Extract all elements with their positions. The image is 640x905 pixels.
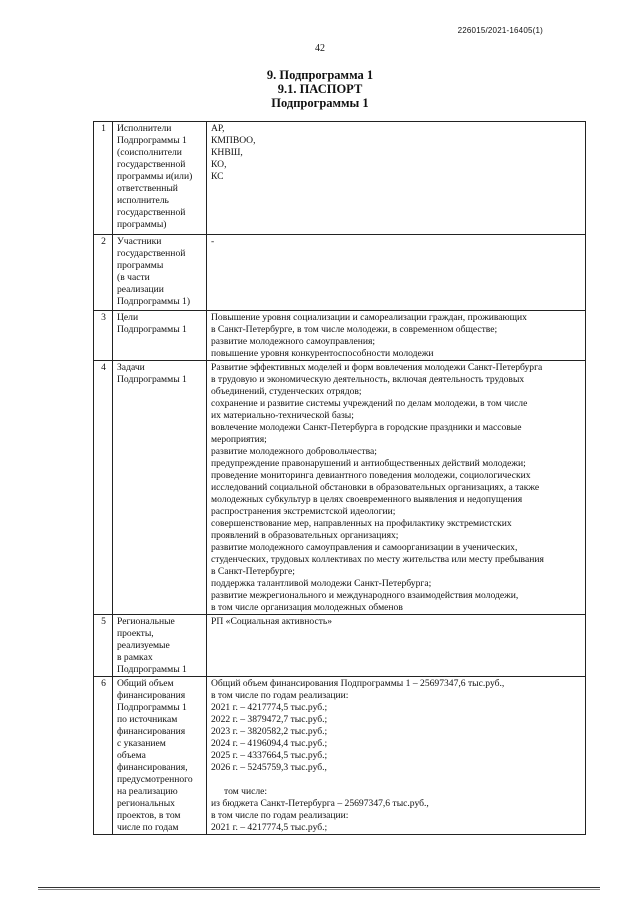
content-line: вовлечение молодежи Санкт-Петербурга в городские праздники и массовые: [211, 422, 522, 433]
row-number: 3: [94, 311, 113, 361]
content-line: развитие молодежного добровольчества;: [211, 446, 377, 457]
footer-rule-secondary: [38, 889, 600, 890]
label-line: финансирования: [117, 690, 186, 701]
content-line: проявлений в образовательных организациях;: [211, 530, 399, 541]
content-line: КНВШ,: [211, 147, 243, 158]
content-line: в том числе организация молодежных обменов: [211, 602, 403, 613]
content-line: студенческих, трудовых коллективах по месту жительства или месту пребывания: [211, 554, 544, 565]
table-row: [94, 122, 586, 235]
content-line: -: [211, 236, 215, 247]
label-line: реализуемые: [117, 640, 170, 651]
label-line: проекты,: [117, 628, 154, 639]
content-line: совершенствование мер, направленных на профилактику экстремистских: [211, 518, 512, 529]
content-line: их материально-технической базы;: [211, 410, 354, 421]
row-label: [113, 677, 207, 835]
row-content: [207, 235, 586, 311]
label-line: Участники: [117, 236, 162, 247]
label-line: Общий объем: [117, 678, 174, 689]
content-line: в трудовую и экономическую деятельность, включая деятельность трудовых: [211, 374, 525, 385]
passport-subtitle: Подпрограммы 1: [271, 96, 369, 110]
content-line: 2023 г. – 3820582,2 тыс.руб.;: [211, 726, 328, 737]
label-line: (соисполнители: [117, 147, 182, 158]
row-content: [207, 311, 586, 361]
content-line: в Санкт-Петербурге;: [211, 566, 295, 577]
row-label: [113, 361, 207, 615]
content-line: сохранение и развитие системы учреждений по делам молодежи, в том числе: [211, 398, 528, 409]
passport-table: [93, 121, 586, 835]
content-line: мероприятия;: [211, 434, 267, 445]
content-line: исследований социальной обстановки в образовательных организациях, а также: [211, 482, 540, 493]
content-line: 2026 г. – 5245759,3 тыс.руб.,: [211, 762, 327, 773]
passport-table-body: [94, 122, 586, 835]
label-line: объема: [117, 750, 146, 761]
content-line: КС: [211, 171, 224, 182]
content-line: повышение уровня конкурентоспособности молодежи: [211, 348, 434, 359]
label-line: государственной: [117, 207, 186, 218]
row-number: 2: [94, 235, 113, 311]
label-line: финансирования,: [117, 762, 188, 773]
content-line: развитие молодежного самоуправления и самоорганизации в ученических,: [211, 542, 518, 553]
passport-title: 9.1. ПАСПОРТ: [277, 82, 363, 96]
content-line: том числе:: [224, 786, 268, 797]
content-line: 2021 г. – 4217774,5 тыс.руб.;: [211, 822, 328, 833]
footer-rule: [38, 887, 600, 888]
content-line: [211, 774, 582, 786]
label-line: государственной: [117, 248, 186, 259]
label-line: программы и(или): [117, 171, 193, 182]
label-line: финансирования: [117, 726, 186, 737]
table-row: [94, 311, 586, 361]
content-line: РП «Социальная активность»: [211, 616, 333, 627]
page-number: 42: [315, 43, 325, 54]
label-line: Исполнители: [117, 123, 172, 134]
label-line: Подпрограммы 1: [117, 135, 187, 146]
row-number: 1: [94, 122, 113, 235]
label-line: проектов, в том: [117, 810, 181, 821]
content-line: КО,: [211, 159, 227, 170]
content-line: 2021 г. – 4217774,5 тыс.руб.;: [211, 702, 328, 713]
row-number: 4: [94, 361, 113, 615]
content-line: 2022 г. – 3879472,7 тыс.руб.;: [211, 714, 328, 725]
label-line: государственной: [117, 159, 186, 170]
label-line: Подпрограммы 1: [117, 702, 187, 713]
label-line: по источникам: [117, 714, 178, 725]
label-line: Региональные: [117, 616, 175, 627]
content-line: развитие межрегионального и международного взаимодействия молодежи,: [211, 590, 519, 601]
content-line: предупреждение правонарушений и антиобщественных действий молодежи;: [211, 458, 526, 469]
content-line: объединений, студенческих отрядов;: [211, 386, 362, 397]
document-id: 226015/2021-16405(1): [457, 26, 543, 35]
table-row: [94, 615, 586, 677]
label-line: региональных: [117, 798, 175, 809]
row-content: [207, 677, 586, 835]
label-line: Подпрограммы 1: [117, 374, 187, 385]
content-line: в том числе по годам реализации:: [211, 810, 349, 821]
content-line: Развитие эффективных моделей и форм вовлечения молодежи Санкт-Петербурга: [211, 362, 543, 373]
content-line: Общий объем финансирования Подпрограммы 1 – 25697347,6 тыс.руб.,: [211, 678, 505, 689]
row-label: [113, 235, 207, 311]
section-title: 9. Подпрограмма 1: [266, 68, 374, 82]
row-content: [207, 361, 586, 615]
label-line: ответственный: [117, 183, 178, 194]
label-line: с указанием: [117, 738, 166, 749]
content-line: из бюджета Санкт-Петербурга – 25697347,6 тыс.руб.,: [211, 798, 429, 809]
content-line: поддержка талантливой молодежи Санкт-Петербурга;: [211, 578, 432, 589]
content-line: в том числе по годам реализации:: [211, 690, 349, 701]
row-number: 6: [94, 677, 113, 835]
row-content: [207, 615, 586, 677]
content-line: в Санкт-Петербурге, в том числе молодежи, в современном обществе;: [211, 324, 498, 335]
content-line: молодежных субкультур в целях своевременного выявления и недопущения: [211, 494, 523, 505]
label-line: программы: [117, 260, 164, 271]
label-line: Подпрограммы 1: [117, 324, 187, 335]
content-line: КМПВОО,: [211, 135, 256, 146]
label-line: на реализацию: [117, 786, 178, 797]
label-line: Подпрограммы 1): [117, 296, 191, 307]
row-label: [113, 615, 207, 677]
content-line: 2024 г. – 4196094,4 тыс.руб.;: [211, 738, 328, 749]
label-line: числе по годам: [117, 822, 179, 833]
row-label: [113, 311, 207, 361]
content-line: Повышение уровня социализации и самореализации граждан, проживающих: [211, 312, 527, 323]
label-line: исполнитель: [117, 195, 169, 206]
label-line: программы): [117, 219, 167, 230]
content-line: проведение мониторинга девиантного поведения молодежи, социологических: [211, 470, 531, 481]
table-row: [94, 677, 586, 835]
label-line: предусмотренного: [117, 774, 193, 785]
table-row: [94, 361, 586, 615]
label-line: в рамках: [117, 652, 153, 663]
content-line: распространения экстремистской идеологии;: [211, 506, 396, 517]
table-row: [94, 235, 586, 311]
content-line: развитие молодежного самоуправления;: [211, 336, 376, 347]
label-line: Задачи: [117, 362, 145, 373]
content-line: АР,: [211, 123, 225, 134]
content-line: 2025 г. – 4337664,5 тыс.руб.;: [211, 750, 328, 761]
label-line: (в части: [117, 272, 150, 283]
row-number: 5: [94, 615, 113, 677]
row-content: [207, 122, 586, 235]
label-line: Цели: [117, 312, 139, 323]
label-line: реализации: [117, 284, 164, 295]
label-line: Подпрограммы 1: [117, 664, 187, 675]
row-label: [113, 122, 207, 235]
